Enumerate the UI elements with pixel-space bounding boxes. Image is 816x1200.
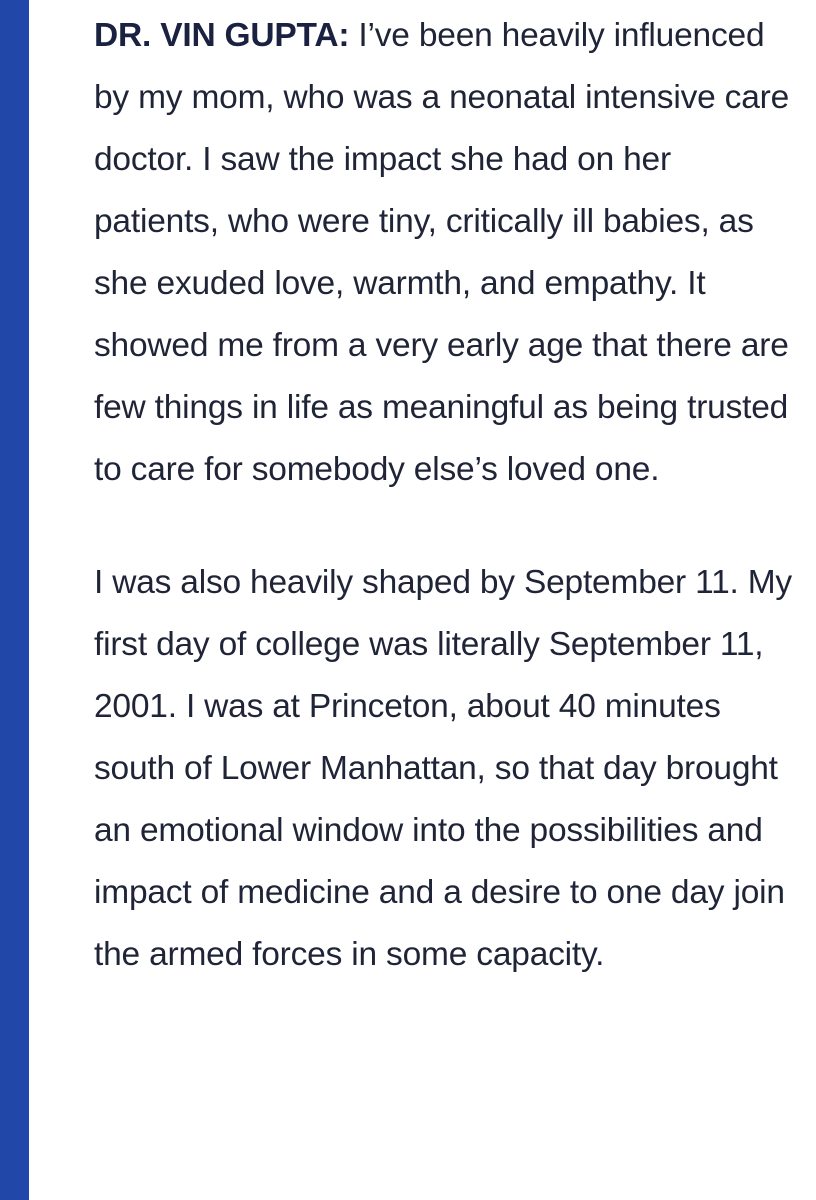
paragraph-1-text: I’ve been heavily influenced by my mom, who was a neonatal intensive care doctor. I saw the impact she had on her patients, who were tiny, critically ill babies, as she exuded love, warmth, and empathy. It showed me from a very early age that there are few things in life as meaningful as being trusted to care for somebody else’s loved one. [94, 17, 790, 488]
article-body [94, 5, 794, 986]
paragraph-2: I was also heavily shaped by September 11. My first day of college was literally September 11, 2001. I was at Princeton, about 40 minutes south of Lower Manhattan, so that day brought an emotional window into the possibilities and impact of medicine and a desire to one day join the armed forces in some capacity. [94, 564, 792, 973]
quote-accent-bar [0, 0, 29, 1200]
paragraph-1 [94, 5, 794, 501]
speaker-name: DR. VIN GUPTA: [94, 17, 350, 54]
